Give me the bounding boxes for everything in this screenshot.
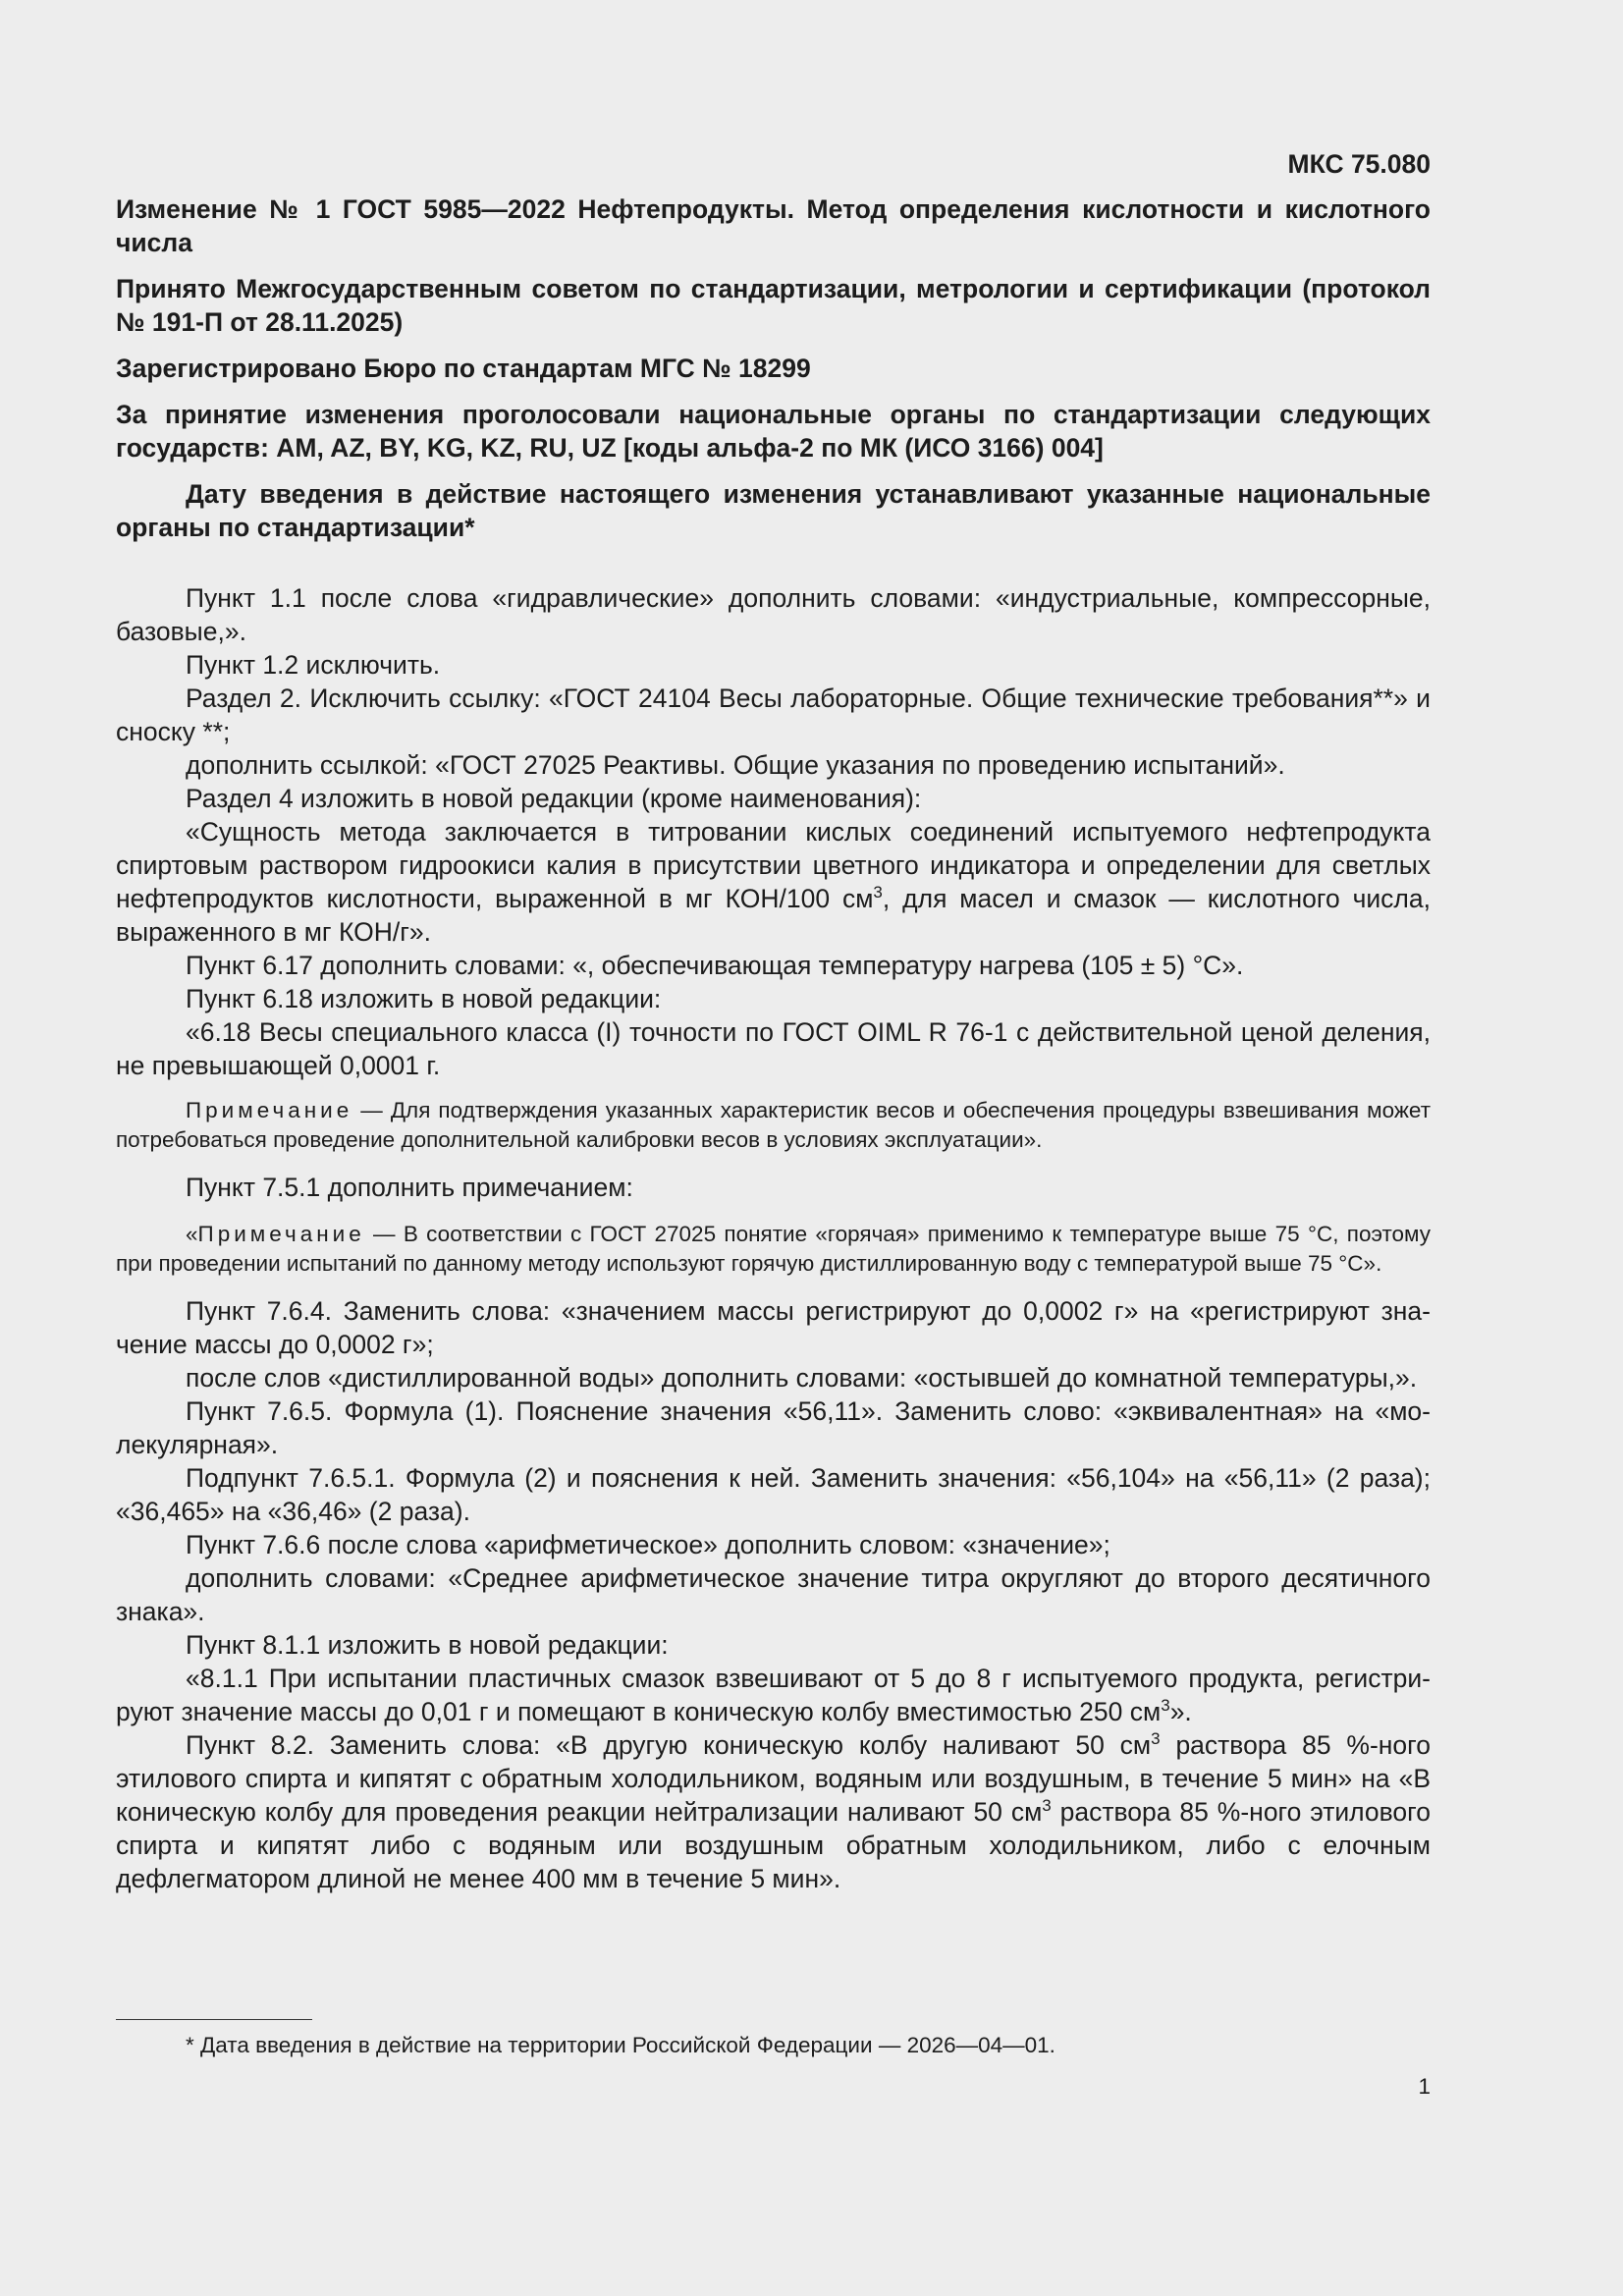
note-quote: « (186, 1222, 198, 1246)
note-text: — В соответствии с ГОСТ 27025 понятие «горячая» применимо к температуре выше 75 °С, поэтому при проведении испытаний по данному методу используют горячую дистиллированную воду с температурой выше 75 °С». (116, 1222, 1431, 1276)
paragraph: Пункт 6.18 изложить в новой редакции: (186, 984, 662, 1013)
paragraph: Пункт 7.5.1 дополнить примечанием: (186, 1173, 633, 1202)
note-label: Примечание (186, 1098, 353, 1122)
paragraph (116, 1728, 1431, 1895)
paragraph: Раздел 4 изложить в новой редакции (кроме наименования): (186, 784, 922, 813)
paragraph: Пункт 7.6.5. Формула (1). Пояснение значения «56,11». Заменить слово: «эквивалентная» на «молекулярная». (116, 1396, 1431, 1459)
paragraph: Раздел 2. Исключить ссылку: «ГОСТ 24104 Весы лабораторные. Общие технические требования**» и сноску **; (116, 683, 1431, 746)
paragraph: «6.18 Весы специального класса (I) точности по ГОСТ OIML R 76-1 с действительной ценой деления, не превышающей 0,0001 г. (116, 1017, 1431, 1080)
superscript: 3 (1161, 1696, 1170, 1716)
paragraph: Пункт 8.1.1 изложить в новой редакции: (186, 1630, 669, 1660)
registered-statement: Зарегистрировано Бюро по стандартам МГС № 18299 (116, 354, 811, 383)
page-number: 1 (1418, 2074, 1431, 2099)
effective-date-statement: Дату введения в действие настоящего изменения устанавливают указанные национальные органы по стандартизации* (116, 479, 1431, 542)
paragraph: Подпункт 7.6.5.1. Формула (2) и пояснения к ней. Заменить значения: «56,104» на «56,11» (2 раза); «36,465» на «36,46» (2 раза). (116, 1463, 1431, 1526)
mks-code: МКС 75.080 (1287, 149, 1431, 179)
superscript: 3 (873, 883, 883, 902)
text-run: «Сущность метода заключается в титровании кислых соединений испытуемого нефтепродукта спиртовым раствором гидроокиси калия в присутствии цветного индикатора и определении для светлых нефтепродуктов кислотности, выраженной в мг КОН/100 см (116, 817, 1431, 913)
superscript: 3 (1151, 1729, 1161, 1749)
paragraph: дополнить ссылкой: «ГОСТ 27025 Реактивы. Общие указания по проведению испытаний». (186, 750, 1285, 780)
amendment-body (116, 581, 1431, 1895)
note-block (116, 1220, 1431, 1279)
voted-statement: За принятие изменения проголосовали национальные органы по стандартизации следующих государств: AM, AZ, BY, KG, KZ, RU, UZ [коды альфа-2 по МК (ИСО 3166) 004] (116, 400, 1431, 463)
text-run: Пункт 8.2. Заменить слова: «В другую коническую колбу наливают 50 см (186, 1730, 1152, 1760)
paragraph: Пункт 7.6.6 после слова «арифметическое» дополнить словом: «значение»; (186, 1530, 1110, 1559)
paragraph (116, 1662, 1431, 1728)
paragraph: Пункт 7.6.4. Заменить слова: «значением массы регистрируют до 0,0002 г» на «регистрируют значение массы до 0,0002 г»; (116, 1296, 1431, 1359)
amendment-title: Изменение № 1 ГОСТ 5985—2022 Нефтепродукты. Метод определения кислотности и кислотного числа (116, 194, 1431, 257)
text-run: ». (1169, 1697, 1192, 1726)
paragraph (116, 815, 1431, 949)
text-run: «8.1.1 При испытании пластичных смазок взвешивают от 5 до 8 г испытуемого продукта, регистрируют значение массы до 0,01 г и помещают в коническую колбу вместимостью 250 см (116, 1664, 1431, 1726)
paragraph: Пункт 6.17 дополнить словами: «, обеспечивающая температуру нагрева (105 ± 5) °С». (186, 951, 1244, 980)
note-label: Примечание (197, 1222, 365, 1246)
footnote-divider (116, 2019, 312, 2020)
adopted-statement: Принято Межгосударственным советом по стандартизации, метрологии и сертификации (протокол № 191-П от 28.11.2025) (116, 274, 1431, 337)
paragraph: Пункт 1.2 исключить. (186, 650, 441, 680)
paragraph: после слов «дистиллированной воды» дополнить словами: «остывшей до комнатной температуры,». (186, 1363, 1418, 1393)
paragraph: дополнить словами: «Среднее арифметическое значение титра округляют до второго десятичного знака». (116, 1563, 1431, 1626)
paragraph: Пункт 1.1 после слова «гидравлические» дополнить словами: «индустриальные, компрессорные, базовые,». (116, 583, 1431, 646)
text-run: , для масел и смазок — кислотного числа, выраженного в мг КОН/г». (116, 884, 1431, 947)
note (116, 1096, 1431, 1155)
superscript: 3 (1042, 1796, 1052, 1816)
footnote: * Дата введения в действие на территории Российской Федерации — 2026—04—01. (186, 2033, 1055, 2057)
document-content (116, 143, 1431, 1895)
text-run: раствора 85 %-ного этилового спирта и кипятят с обратным холодильником, водяным или воздушным, в течение 5 мин» на «В коническую колбу для проведения реакции нейтрализации наливают 50 см (116, 1730, 1431, 1827)
text-run: раствора 85 %-ного этилового спирта и кипятят либо с водяным или воздушным обратным холодильником, либо с елочным дефлегматором длиной не менее 400 мм в течение 5 мин». (116, 1797, 1431, 1893)
note-text: — Для подтверждения указанных характеристик весов и обеспечения процедуры взвешивания может потребоваться проведение дополнительной калибровки весов в условиях эксплуатации». (116, 1098, 1431, 1152)
note (116, 1220, 1431, 1279)
